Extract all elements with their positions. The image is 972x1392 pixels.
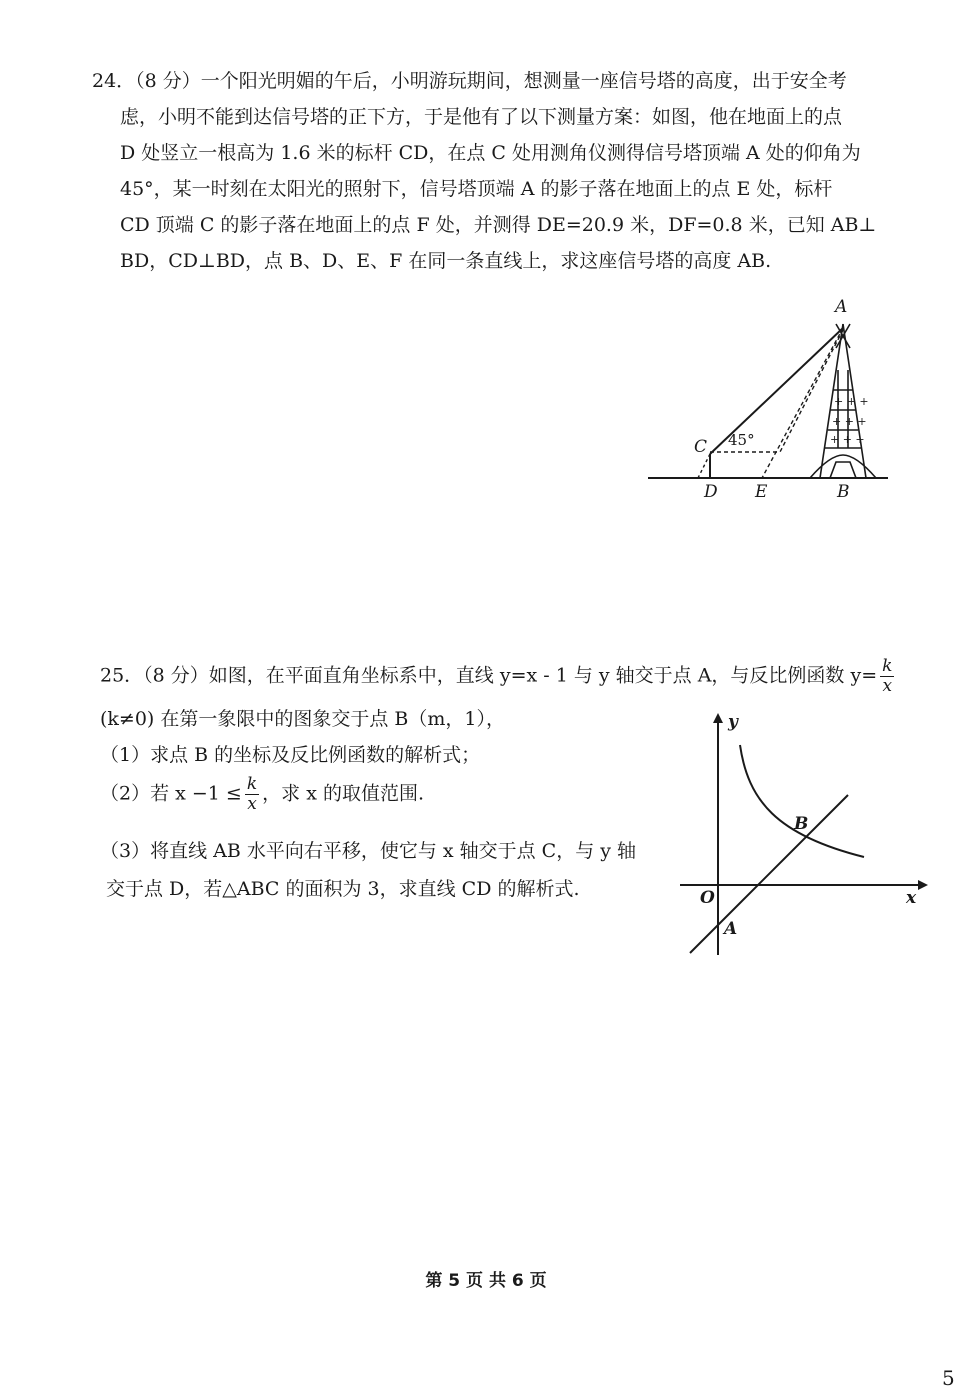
svg-text:+ + +: + + + xyxy=(834,395,869,408)
svg-text:+ + +: + + + xyxy=(832,415,867,428)
label-a: A xyxy=(835,297,848,317)
q25-part-1: （1）求点 B 的坐标及反比例函数的解析式； xyxy=(100,744,481,766)
label-o: O xyxy=(700,888,715,908)
fraction-denominator: x xyxy=(882,676,893,696)
q24-figure xyxy=(640,290,900,505)
q25-part-2-prefix: （2）若 x −1 ≤ xyxy=(100,782,242,805)
q24-line-1: 24．（8 分）一个阳光明媚的午后，小明游玩期间，想测量一座信号塔的高度，出于安全考 xyxy=(92,70,847,92)
fraction-numerator: k xyxy=(882,656,893,676)
fraction-numerator: k xyxy=(246,774,258,794)
q24-line-6: BD，CD⊥BD，点 B、D、E、F 在同一条直线上，求这座信号塔的高度 AB. xyxy=(120,250,772,272)
tower-icon xyxy=(810,324,876,478)
label-c: C xyxy=(694,437,708,457)
question-24 xyxy=(92,64,892,274)
corner-page-number: 5 xyxy=(942,1366,955,1390)
q24-line-5: CD 顶端 C 的影子落在地面上的点 F 处，并测得 DE=20.9 米，DF=0.8 米，已知 AB⊥ xyxy=(120,214,877,236)
label-b: B xyxy=(837,482,850,502)
coordinate-plane xyxy=(676,705,938,960)
q25-fraction-k-over-x xyxy=(880,658,894,695)
q25-intro-line xyxy=(100,658,897,695)
q25-part-3-line-1: （3）将直线 AB 水平向右平移，使它与 x 轴交于点 C，与 y 轴 xyxy=(100,840,637,862)
q24-line-2: 虑，小明不能到达信号塔的正下方，于是他有了以下测量方案：如图，他在地面上的点 xyxy=(120,106,843,128)
q25-part-2-suffix: ，求 x 的取值范围. xyxy=(262,782,425,805)
q25-figure xyxy=(676,705,938,960)
label-a: A xyxy=(724,919,738,939)
y-axis-arrow-icon xyxy=(713,713,723,723)
tower-diagram xyxy=(640,290,900,505)
q24-line-3: D 处竖立一根高为 1.6 米的标杆 CD，在点 C 处用测角仪测得信号塔顶端 A 处的仰角为 xyxy=(120,142,861,164)
label-y: y xyxy=(728,712,738,732)
shadow-ray-cf xyxy=(698,454,710,478)
label-d: D xyxy=(704,482,718,502)
q25-part-2-line xyxy=(100,776,424,813)
q25-intro: 25．（8 分）如图，在平面直角坐标系中，直线 y=x - 1 与 y 轴交于点 A，与反比例函数 y= xyxy=(100,664,878,687)
label-b: B xyxy=(794,814,809,834)
q25-line-2: (k≠0) 在第一象限中的图象交于点 B（m，1）， xyxy=(100,708,505,730)
q25-part-2-fraction xyxy=(245,776,259,813)
svg-text:+ + +: + + + xyxy=(830,433,865,446)
x-axis-arrow-icon xyxy=(918,880,928,890)
label-e: E xyxy=(755,482,768,502)
q24-line-4: 45°，某一时刻在太阳光的照射下，信号塔顶端 A 的影子落在地面上的点 E 处，标杆 xyxy=(120,178,833,200)
line-y-equals-x-minus-1 xyxy=(690,795,848,953)
angle-label: 45° xyxy=(728,431,755,449)
q25-part-3-line-2: 交于点 D，若△ABC 的面积为 3，求直线 CD 的解析式. xyxy=(106,878,580,900)
fraction-denominator: x xyxy=(247,794,257,814)
page-footer: 第 5 页 共 6 页 xyxy=(425,1271,547,1291)
label-x: x xyxy=(906,888,917,908)
